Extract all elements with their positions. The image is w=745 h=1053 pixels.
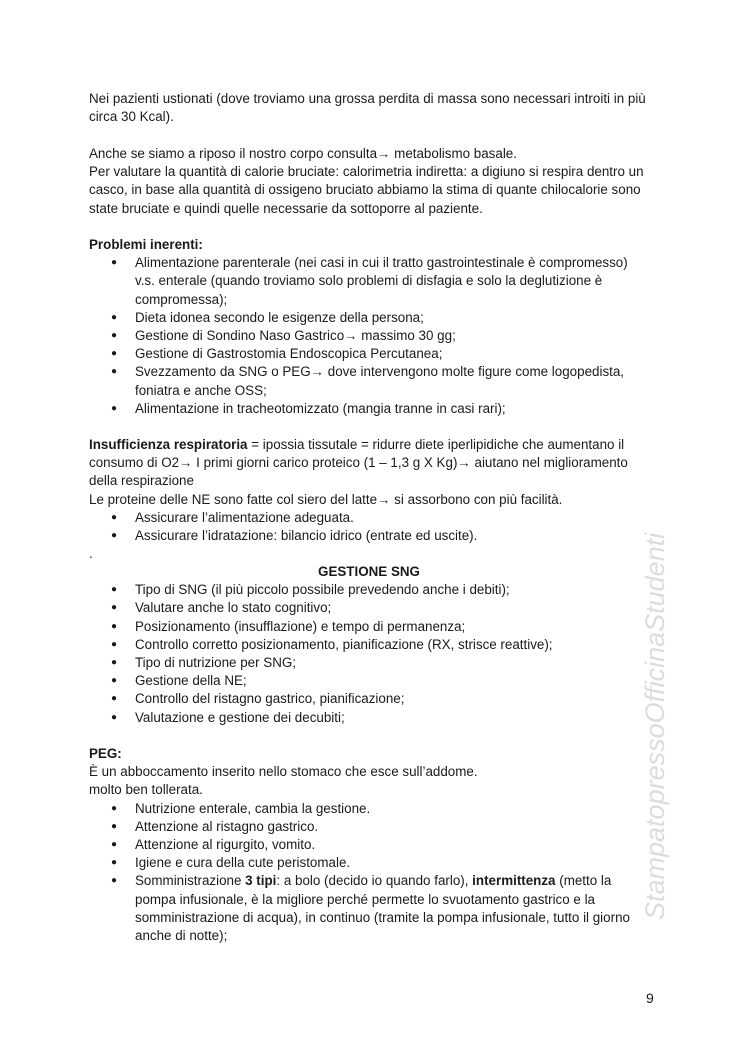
heading-peg: PEG: (89, 746, 122, 761)
list-item-somministrazione (89, 872, 649, 945)
term-insufficienza: Insufficienza respiratoria (89, 437, 248, 452)
list-item: ● Nutrizione enterale, cambia la gestione. (89, 800, 649, 818)
section-peg (89, 745, 649, 945)
watermark: StampatopressoOfficinaStudenti (640, 532, 670, 920)
text-calorimetria: Per valutare la quantità di calorie bruciate: calorimetria indiretta: a digiuno si respira dentro un casco, in base alla quantità di ossigeno bruciato abbiamo la stima di quante chilocalorie sono state bruciate e quindi quelle necessarie da sottoporre al paziente. (89, 164, 644, 216)
list-item: ● Attenzione al ristagno gastrico. (89, 818, 649, 836)
list-item: ● Igiene e cura della cute peristomale. (89, 854, 649, 872)
list-item: ● Gestione di Gastrostomia Endoscopica Percutanea; (89, 345, 649, 363)
term-3-tipi: 3 tipi (245, 873, 277, 889)
list-item: ● Svezzamento da SNG o PEG→ dove intervengono molte figure come logopedista, foniatra e anche OSS; (89, 363, 649, 399)
text-fragment: (metto la pompa infusionale, è la migliore perché permette lo svuotamento gastrico e la somministrazione di acqua), in continuo (tramite la pompa infusionale, tutto il giorno anche di notte); (135, 873, 630, 944)
text-peg-tollerata: molto ben tollerata. (89, 782, 203, 798)
section-problemi (89, 236, 649, 418)
term-intermittenza: intermittenza (472, 873, 556, 889)
paragraph-ustionati (89, 90, 649, 126)
list-item: ● Tipo di SNG (il più piccolo possibile prevedendo anche i debiti); (89, 581, 649, 599)
text-peg-definizione: È un abboccamento inserito nello stomaco che esce sull’addome. (89, 764, 478, 780)
list-item: ● Posizionamento (insufflazione) e tempo di permanenza; (89, 618, 649, 636)
list-item: ● Tipo di nutrizione per SNG; (89, 654, 649, 672)
list-item: ● Dieta idonea secondo le esigenze della persona; (89, 309, 649, 327)
list-item: ● Attenzione al rigurgito, vomito. (89, 836, 649, 854)
section-insufficienza (89, 436, 649, 563)
text-ustionati: Nei pazienti ustionati (dove troviamo una grossa perdita di massa sono necessari introiti in più circa 30 Kcal). (89, 91, 646, 125)
list-item: ● Valutare anche lo stato cognitivo; (89, 599, 649, 617)
paragraph-metabolismo (89, 145, 649, 218)
text-proteine: Le proteine delle NE sono fatte col siero del latte→ si assorbono con più facilità. (89, 491, 563, 507)
text-metabolismo: Anche se siamo a riposo il nostro corpo consulta→ metabolismo basale. (89, 146, 517, 161)
list-item: ● Assicurare l’alimentazione adeguata. (89, 509, 649, 527)
section-sng (89, 563, 649, 727)
list-item: ● Gestione della NE; (89, 672, 649, 690)
heading-problemi: Problemi inerenti: (89, 237, 203, 252)
list-insufficienza (89, 509, 649, 545)
list-peg (89, 800, 649, 946)
list-item: ● Controllo del ristagno gastrico, pianificazione; (89, 690, 649, 708)
stray-dot: . (89, 546, 93, 562)
text-insufficienza (89, 436, 649, 491)
page-number: 9 (646, 990, 654, 1006)
list-item: ● Alimentazione parenterale (nei casi in cui il tratto gastrointestinale è compromesso) v.s. enterale (quando troviamo solo problemi di disfagia e solo la deglutizione è compromessa); (89, 254, 649, 309)
text-fragment: Somministrazione (135, 873, 246, 889)
list-item: ● Alimentazione in tracheotomizzato (mangia tranne in casi rari); (89, 400, 649, 418)
list-problemi (89, 254, 649, 418)
list-item: ● Gestione di Sondino Naso Gastrico→ massimo 30 gg; (89, 327, 649, 345)
list-item: ● Valutazione e gestione dei decubiti; (89, 709, 649, 727)
list-item: ● Assicurare l’idratazione: bilancio idrico (entrate ed uscite). (89, 527, 649, 545)
text-insufficienza-rest: = ipossia tissutale = ridurre diete iperlipidiche che aumentano il consumo di O2→ I primi giorni carico proteico (1 – 1,3 g X Kg)→ aiutano nel miglioramento della respirazione (89, 437, 628, 489)
list-item: ● Controllo corretto posizionamento, pianificazione (RX, strisce reattive); (89, 636, 649, 654)
text-fragment: : a bolo (decido io quando farlo), (276, 873, 473, 889)
heading-sng: GESTIONE SNG (318, 564, 420, 579)
list-sng (89, 581, 649, 727)
